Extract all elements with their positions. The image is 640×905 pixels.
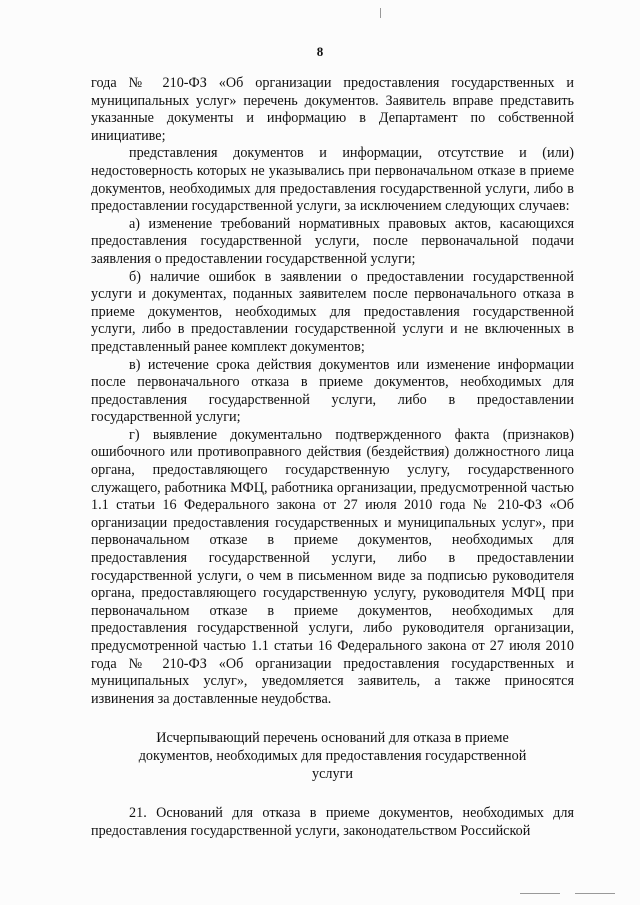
section-heading: Исчерпывающий перечень оснований для отказа в приеме документов, необходимых для предоставления государственной услуги [138,730,527,782]
document-body [91,75,574,840]
page-number: 8 [316,44,324,59]
scan-artifact [575,893,615,894]
list-item-g: г) выявление документально подтвержденного факта (признаков) ошибочного или противоправного действия (бездействия) должностного лица органа, предоставляющего государственную услугу, государственного служащего, работника МФЦ, работника организации, предусмотренной частью 1.1 статьи 16 Федерального закона от 27 июля 2010 года № 210-ФЗ «Об организации предоставления государственных и муниципальных услуг», при первоначальном отказе в приеме документов, необходимых для предоставления государственной услуги, либо в предоставлении государственной услуги, о чем в письменном виде за подписью руководителя органа, предоставляющего государственную услугу, руководителя МФЦ при первоначальном отказе в приеме документов, необходимых для предоставления государственной услуги, либо руководителя организации, предусмотренной частью 1.1 статьи 16 Федерального закона от 27 июля 2010 года № 210-ФЗ «Об организации предоставления государственных и муниципальных услуг», уведомляется заявитель, а также приносятся извинения за доставленные неудобства. [91,426,574,707]
list-item-b: б) наличие ошибок в заявлении о предоставлении государственной услуги и документах, поданных заявителем после первоначального отказа в приеме документов, необходимых для предоставления государственной услуги, либо в предоставлении государственной услуги и не включенных в представленный ранее комплект документов; [91,268,574,355]
paragraph-continuation: года № 210-ФЗ «Об организации предоставления государственных и муниципальных услуг» перечень документов. Заявитель вправе представить указанные документы и информацию в Департамент по собственной инициативе; [91,75,574,144]
scan-artifact [520,893,560,894]
scan-artifact [380,8,381,18]
list-item-a: а) изменение требований нормативных правовых актов, касающихся предоставления государственной услуги, после первоначальной подачи заявления о предоставлении государственной услуги; [91,215,574,267]
paragraph-exceptions-intro: представления документов и информации, отсутствие и (или) недостоверность которых не указывались при первоначальном отказе в приеме документов, необходимых для предоставления государственной услуги, либо в предоставлении государственной услуги, за исключением следующих случаев: [91,145,574,215]
list-item-v: в) истечение срока действия документов или изменение информации после первоначального отказа в приеме документов, необходимых для предоставления государственной услуги, либо в предоставлении государственной услуги; [91,356,574,426]
paragraph-21: 21. Оснований для отказа в приеме документов, необходимых для предоставления государственной услуги, законодательством Российской [91,805,574,839]
